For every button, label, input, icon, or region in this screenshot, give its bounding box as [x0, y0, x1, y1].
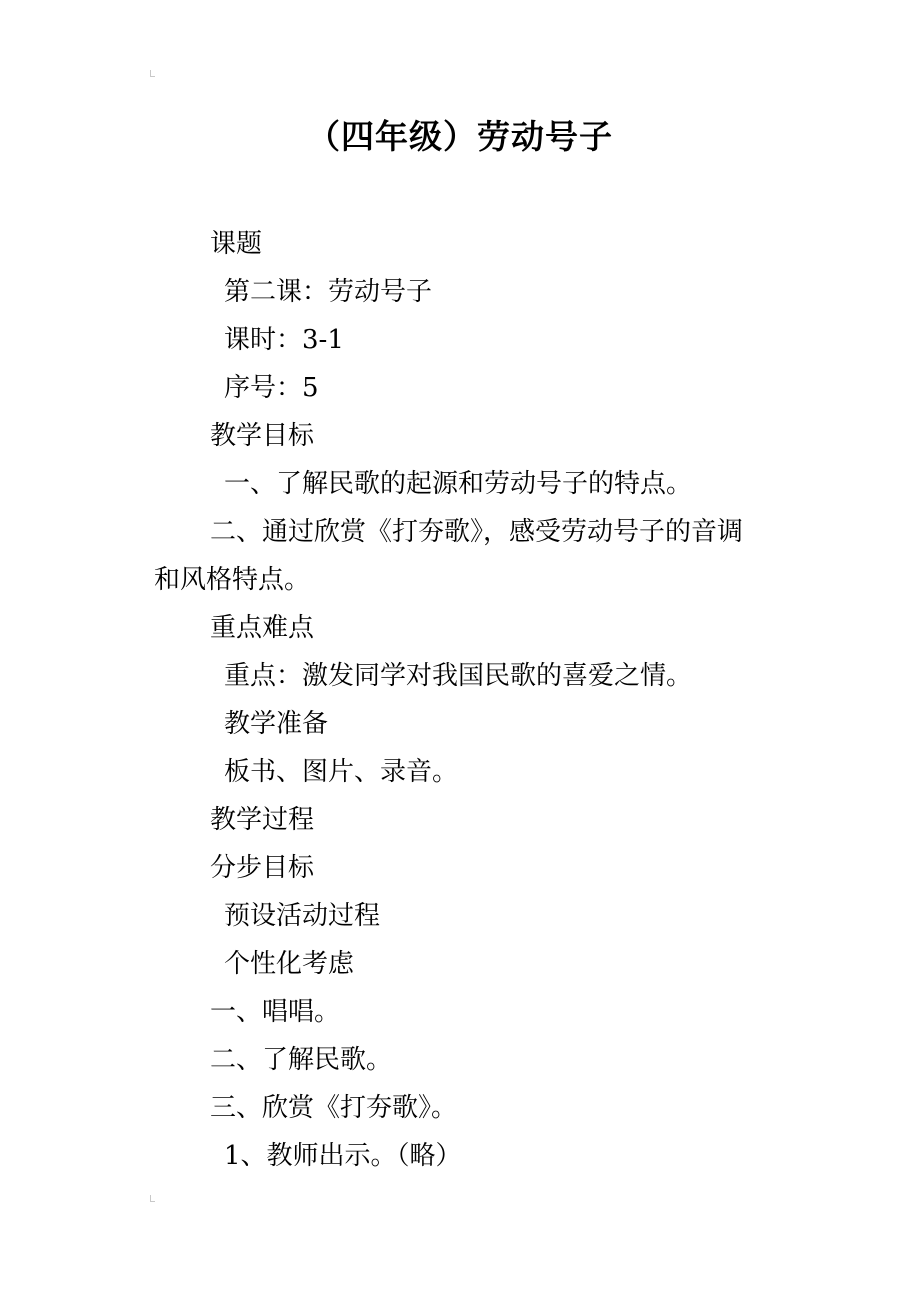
line-focus-heading: 重点难点 [210, 613, 315, 643]
document-title: （四年级）劳动号子 [307, 117, 613, 156]
line-personalized: 个性化考虑 [224, 949, 355, 979]
line-topic-heading: 课题 [210, 229, 263, 259]
line-focus: 重点：激发同学对我国民歌的喜爱之情。 [224, 661, 693, 691]
line-period: 课时：3-1 [224, 325, 344, 355]
line-serial: 序号：5 [224, 373, 319, 403]
line-step-1: 一、唱唱。 [210, 997, 341, 1027]
line-goal-1: 一、了解民歌的起源和劳动号子的特点。 [224, 469, 693, 499]
corner-mark-top [150, 70, 155, 77]
line-activities: 预设活动过程 [224, 901, 381, 931]
line-goals-heading: 教学目标 [210, 421, 315, 451]
corner-mark-bottom [150, 1195, 155, 1202]
line-process-heading: 教学过程 [210, 805, 315, 835]
line-goal-2-cont: 和风格特点。 [154, 565, 311, 595]
line-step-2: 二、了解民歌。 [210, 1045, 393, 1075]
line-step-3-1: 1、教师出示。（略） [224, 1141, 462, 1171]
line-prep: 板书、图片、录音。 [224, 757, 459, 787]
line-step-goals: 分步目标 [210, 853, 315, 883]
line-goal-2: 二、通过欣赏《打夯歌》，感受劳动号子的音调 [210, 517, 744, 547]
line-step-3: 三、欣赏《打夯歌》。 [210, 1093, 458, 1123]
line-prep-heading: 教学准备 [224, 709, 329, 739]
line-lesson: 第二课：劳动号子 [224, 277, 433, 307]
